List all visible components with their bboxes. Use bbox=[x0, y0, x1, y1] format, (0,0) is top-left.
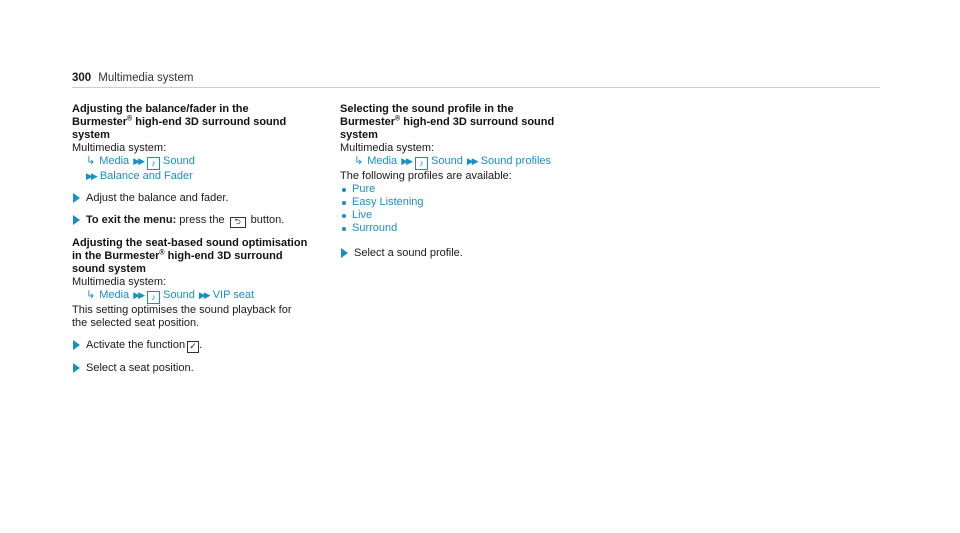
balance-intro: Multimedia system: bbox=[72, 142, 167, 154]
back-button-icon: ⮌ bbox=[230, 217, 246, 228]
step-arrow-icon bbox=[73, 215, 80, 225]
double-chevron-icon: ▶▶ bbox=[133, 156, 144, 166]
balance-menu-path bbox=[72, 155, 328, 170]
page-header bbox=[72, 72, 880, 88]
balance-menu-path-cont bbox=[72, 170, 328, 183]
profile-list bbox=[340, 183, 596, 235]
seat-desc: This setting optimises the sound playback for the selected seat position. bbox=[72, 304, 292, 329]
return-arrow-icon: ↳ bbox=[354, 155, 364, 167]
step-arrow-icon bbox=[341, 248, 348, 258]
bullet-icon bbox=[342, 227, 346, 231]
page-number: 300 bbox=[72, 72, 92, 84]
profile-item[interactable]: Surround bbox=[340, 222, 596, 235]
seat-intro: Multimedia system: bbox=[72, 276, 167, 288]
double-chevron-icon: ▶▶ bbox=[401, 156, 412, 166]
return-arrow-icon: ↳ bbox=[86, 155, 96, 167]
checkbox-checked-icon: ✓ bbox=[187, 341, 199, 353]
return-arrow-icon: ↳ bbox=[86, 289, 96, 301]
profile-item[interactable]: Easy Listening bbox=[340, 196, 596, 209]
bullet-icon bbox=[342, 214, 346, 218]
seat-heading: Adjusting the seat-based sound optimisation in the Burmester® high-end 3D surround sound system bbox=[72, 237, 308, 275]
music-note-icon: ♪ bbox=[147, 157, 160, 170]
profile-item[interactable]: Pure bbox=[340, 183, 596, 196]
balance-step-1: Adjust the balance and fader. bbox=[72, 192, 328, 205]
music-note-icon: ♪ bbox=[415, 157, 428, 170]
seat-step-1: Activate the function ✓ . bbox=[72, 339, 328, 353]
double-chevron-icon: ▶▶ bbox=[86, 171, 96, 181]
header-title: Multimedia system bbox=[98, 72, 194, 84]
profile-heading: Selecting the sound profile in the Burmester® high-end 3D surround sound system bbox=[340, 103, 555, 141]
path-sound[interactable]: Sound bbox=[163, 155, 195, 167]
right-column bbox=[340, 103, 596, 260]
step-arrow-icon bbox=[73, 363, 80, 373]
path-sound-profiles[interactable]: Sound profiles bbox=[480, 155, 552, 167]
seat-step-2: Select a seat position. bbox=[72, 362, 328, 375]
balance-step-2: To exit the menu: press the ⮌ button. bbox=[72, 214, 328, 228]
path-vip-seat[interactable]: VIP seat bbox=[212, 289, 255, 301]
profile-step-1: Select a sound profile. bbox=[340, 247, 596, 260]
bullet-icon bbox=[342, 201, 346, 205]
path-sound[interactable]: Sound bbox=[163, 289, 195, 301]
profiles-available: The following profiles are available: bbox=[340, 170, 512, 182]
path-sound[interactable]: Sound bbox=[431, 155, 463, 167]
profile-intro: Multimedia system: bbox=[340, 142, 435, 154]
path-balance-fader[interactable]: Balance and Fader bbox=[99, 170, 193, 182]
seat-menu-path bbox=[72, 289, 328, 304]
double-chevron-icon: ▶▶ bbox=[466, 156, 477, 166]
path-media[interactable]: Media bbox=[99, 155, 130, 167]
balance-heading: Adjusting the balance/fader in the Burmester® high-end 3D surround sound system bbox=[72, 103, 287, 141]
path-media[interactable]: Media bbox=[99, 289, 130, 301]
profile-menu-path bbox=[340, 155, 596, 170]
bullet-icon bbox=[342, 188, 346, 192]
double-chevron-icon: ▶▶ bbox=[198, 290, 209, 300]
left-column bbox=[72, 103, 328, 375]
step-arrow-icon bbox=[73, 340, 80, 350]
music-note-icon: ♪ bbox=[147, 291, 160, 304]
profile-item[interactable]: Live bbox=[340, 209, 596, 222]
path-media[interactable]: Media bbox=[367, 155, 398, 167]
double-chevron-icon: ▶▶ bbox=[133, 290, 144, 300]
step-arrow-icon bbox=[73, 193, 80, 203]
